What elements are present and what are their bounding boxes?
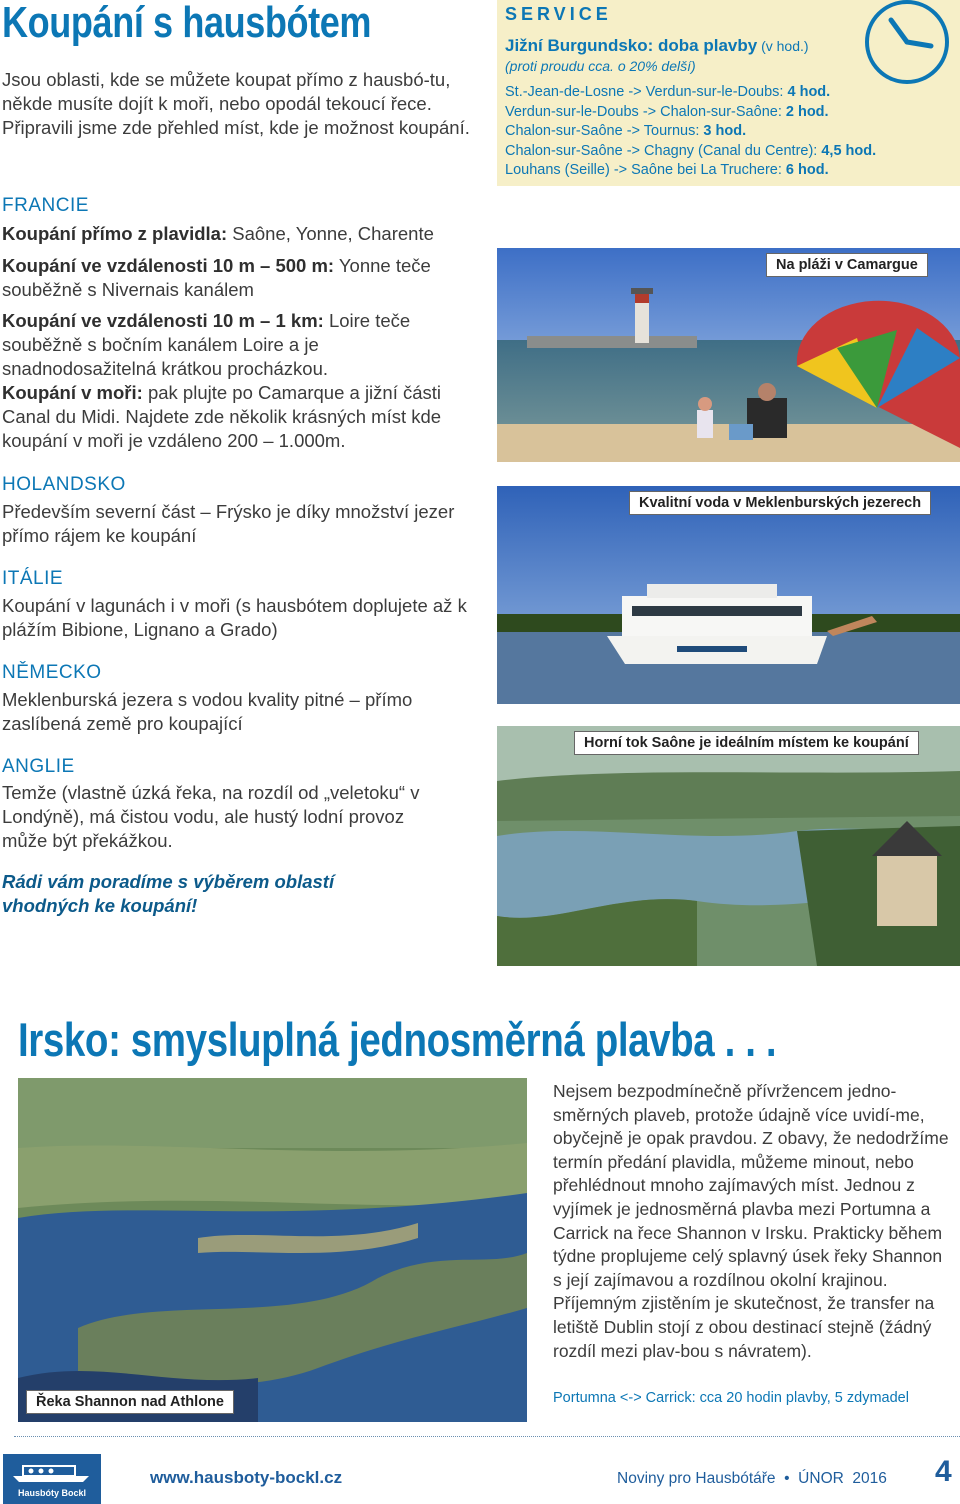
section-heading-italie: ITÁLIE [2, 568, 64, 589]
holandsko-text: Především severní část – Frýsko je díky množství jezer přímo rájem ke koupání [2, 501, 455, 546]
francie-p3 [2, 309, 472, 381]
photo-shannon [18, 1078, 527, 1422]
section-heading-anglie: ANGLIE [2, 756, 75, 777]
irsko-footnote: Portumna <-> Carrick: cca 20 hodin plavby, 5 zdymadel [553, 1390, 909, 1406]
photo-meklenburg [497, 486, 960, 704]
service-route-text: Chalon-sur-Saône -> Chagny (Canal du Centre): [505, 142, 822, 159]
caption-camargue: Na pláži v Camargue [766, 253, 928, 277]
irsko-title: Irsko: smysluplná jednosměrná plavba . . . [18, 1013, 777, 1066]
italie-text: Koupání v lagunách i v moři (s hausbótem doplujete až k plážím Bibione, Lignano a Grado) [2, 595, 467, 640]
francie-p2 [2, 254, 472, 302]
service-heading [505, 36, 809, 56]
service-route [505, 142, 876, 162]
francie-p4-text: pak plujte po Camarque a jižní části Canal du Midi. Najdete zde několik krásných míst kde koupání v moři je vzdáleno 200 – 1.000m. [2, 382, 442, 451]
service-route [505, 103, 876, 123]
francie-p4-label: Koupání v moři: [2, 382, 143, 403]
service-route [505, 122, 876, 142]
clock-icon [857, 0, 957, 92]
caption-meklenburg: Kvalitní voda v Meklenburských jezerech [629, 491, 931, 515]
francie-p1-label: Koupání přímo z plavidla: [2, 223, 228, 244]
page-number: 4 [935, 1455, 952, 1488]
section-heading-holandsko: HOLANDSKO [2, 474, 126, 495]
footer-issue: Noviny pro Hausbótáře • ÚNOR 2016 [617, 1470, 887, 1487]
page-title: Koupání s hausbótem [2, 0, 372, 47]
service-route-text: Verdun-sur-le-Doubs -> Chalon-sur-Saône: [505, 103, 786, 120]
footer-url[interactable]: www.hausboty-bockl.cz [150, 1468, 343, 1487]
caption-shannon: Řeka Shannon nad Athlone [26, 1390, 234, 1414]
service-route-text: Louhans (Seille) -> Saône bei La Truchere: [505, 162, 786, 178]
photo-saone [497, 726, 960, 966]
footer-logo [3, 1454, 101, 1504]
anglie-text: Temže (vlastně úzká řeka, na rozdíl od „veletoku“ v Londýně), má čistou vodu, ale hustý lodní provoz může být překážkou. [2, 782, 420, 851]
francie-p1-text: Saône, Yonne, Charente [227, 223, 434, 244]
service-route-text: St.-Jean-de-Losne -> Verdun-sur-le-Doubs: [505, 84, 788, 100]
francie-p1 [2, 222, 472, 246]
service-heading-text: Jižní Burgundsko: doba plavby [505, 36, 758, 55]
nemecko-text: Meklenburská jezera s vodou kvality pitné – přímo zaslíbená země pro koupající [2, 689, 413, 734]
irsko-text: Nejsem bezpodmínečně přívržencem jedno-směrných plaveb, protože údajně více uvidí-me, obyčejně je opak pravdou. Z obavy, že nedodržíme termín předání plavidla, můžeme minout, nebo přehlédnout mnoho zajímavých míst. Jednou z vyjímek je jednosměrná plavba mezi Portumna a Carrick na řece Shannon v Irsku. Prakticky během týdne proplujeme celý splavný úsek řeky Shannon s její zajímavou a rozdílnou okolní krajinou. Příjemným zjistěním je skutečnost, že transfer na letiště Dublin stojí z obou destinací stejně (žádný rozdíl mezi plav-bou s návratem). [553, 1081, 949, 1361]
service-route-time: 3 hod. [703, 123, 747, 139]
photo-camargue [497, 248, 960, 462]
footer-divider [14, 1436, 960, 1437]
service-route-time: 4,5 hod. [821, 142, 877, 159]
service-route-time: 2 hod. [785, 103, 829, 120]
francie-p2-text: Yonne teče souběžně s Nivernais kanálem [2, 255, 431, 300]
photo-saone-image [497, 726, 960, 966]
section-heading-nemecko: NĚMECKO [2, 662, 102, 683]
section-heading-francie: FRANCIE [2, 195, 89, 216]
intro-text: Jsou oblasti, kde se můžete koupat přímo z hausbó-tu, někde musíte dojít k moři, nebo opodál tekoucí řece. Připravili jsme zde přehled míst, kde je možnost koupání. [2, 69, 470, 138]
francie-p3-text: Loire teče souběžně s bočním kanálem Loire a je snadnodosažitelná krátkou procházkou. [2, 310, 411, 379]
service-routes-list [505, 83, 876, 181]
service-route [505, 161, 876, 181]
photo-shannon-image [18, 1078, 527, 1422]
francie-p4 [2, 381, 472, 453]
service-heading-unit: (v hod.) [757, 38, 809, 54]
francie-p2-label: Koupání ve vzdálenosti 10 m – 500 m: [2, 255, 335, 276]
francie-p3-label: Koupání ve vzdálenosti 10 m – 1 km: [2, 310, 324, 331]
service-route-time: 6 hod. [785, 162, 829, 178]
closing-text: Rádi vám poradíme s výběrem oblastí vhodných ke koupání! [2, 871, 335, 916]
service-route-time: 4 hod. [787, 84, 831, 100]
service-box [497, 0, 960, 186]
photo-camargue-image [497, 248, 960, 462]
logo-text: Hausbóty Bockl [17, 1488, 86, 1498]
service-route-text: Chalon-sur-Saône -> Tournus: [505, 123, 704, 139]
boat-logo-icon [9, 1458, 95, 1484]
service-note: (proti proudu cca. o 20% delší) [505, 58, 696, 74]
photo-meklenburg-image [497, 486, 960, 704]
service-label: SERVICE [505, 4, 612, 24]
caption-saone: Horní tok Saône je ideálním místem ke koupání [574, 731, 919, 755]
service-route [505, 83, 876, 103]
